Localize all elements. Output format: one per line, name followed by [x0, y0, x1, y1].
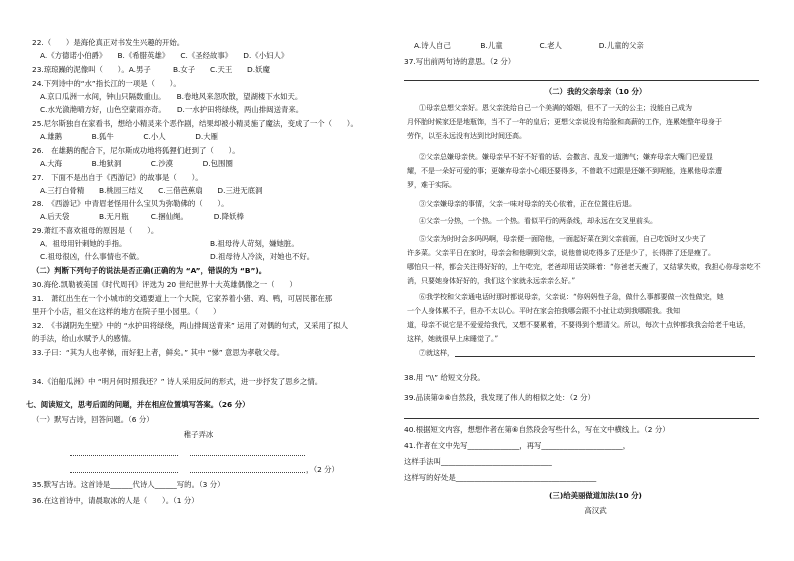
paragraph-2-line1: ②父亲总嫌母亲侠。嫌母亲早不好不好看的话、会撒言、乱发一道脾气；嫌弃母亲大嘴门巴爱显: [419, 153, 713, 161]
question-41-technique: 这样手法叫______________________________: [404, 457, 552, 466]
paragraph-5-line4: 消，只要她身体好好的，我们这个家就永远亲亲么好。”: [407, 277, 576, 285]
right-column: [397, 0, 794, 561]
question-41-benefit: 这样写的好处是______________________________________: [404, 473, 597, 482]
question-25-options: A.雄鹅 B.狐牛 C.小人 D.大雁: [40, 132, 219, 141]
question-40: 40.根据短文内容，想想作者在第⑥自然段会写些什么，写在文中横线上。（2 分）: [404, 425, 670, 434]
question-24: 24.下列诗中的“水”指长江的一项是（ ）。: [32, 79, 181, 88]
paragraph-1-line2: 月怀胎时候家还是地瓶饰，当不了一年的皇后；更想父亲说没有给脸和高薪的工作，连累她整年母身于: [407, 118, 722, 126]
answer-line[interactable]: [70, 455, 178, 456]
question-36-options: A.诗人自己 B.儿童 C.老人 D.儿童的父亲: [414, 41, 644, 50]
article-3-title: (三)给美丽做道加法(10 分): [549, 491, 642, 500]
paragraph-6-line2: 一个人身体累不子，但办不太以心。平时在家会拍我哪会跟不小扯让动到我哪跟我。我知: [407, 307, 680, 315]
question-29-option-d: D.祖母待人冷淡，对她也不好。: [210, 252, 315, 261]
paragraph-6-line3: 道，母亲不说它是不爱爱给我代，又想不要累着，不要得到个想清父。所以，每次十点钟都我我会给老千电话，: [407, 321, 750, 329]
paragraph-6-line4: 这样，她就很早上床睡觉了。”: [407, 335, 499, 343]
answer-line[interactable]: [404, 418, 759, 419]
paragraph-3: ③父亲嫌母亲的事情，父亲一味对母亲的关心依着，正在位置往后退。: [419, 200, 636, 208]
question-29-option-a: A．祖母用针刺她的手指。: [40, 239, 127, 248]
paragraph-5-line3: 哪怕只一样，都会关注得好好的，上午吃完，老爸却用话笑眯着：“你爸老天瘦了，又结掌失败，我担心你母亲吃不: [407, 263, 761, 271]
question-29-option-b: B.祖母待人苛刻，嫌她脏。: [210, 239, 299, 248]
article-2-title: （二）我的父亲母亲（10 分）: [544, 87, 647, 96]
question-27: 27. 下面不是出自于《西游记》的故事是（ ）。: [32, 173, 203, 182]
answer-line[interactable]: [70, 472, 178, 473]
question-22-options: A.《方德诺小伯爵》 B.《希腊英雄》 C.《圣经故事》 D.《小妇人》: [40, 51, 289, 60]
question-31-line1: 31. 萧红出生在一个小城市的交通要道上一个大院，它家养着小猪、鸡、鸭，可居民都在那: [32, 294, 332, 303]
answer-line[interactable]: [404, 80, 759, 81]
question-27-options: A.三打白骨精 B.桃园三结义 C.三借芭蕉扇 D.三进无底洞: [40, 186, 263, 195]
paragraph-6-line1: ⑥我学校和父亲通电话时那时都说母亲，父亲说：“你妈妈性子急，做什么事都要做一次性做完，她: [419, 293, 724, 301]
question-32-line2: 的手法，给山水赋予人的感情。: [32, 334, 136, 343]
question-26-options: A.大海 B.地狱洞 C.沙漠 D.包围圈: [40, 159, 233, 168]
question-28-options: A.后天袋 B.无月瓶 C.捆仙绳。 D.降妖棒: [40, 212, 244, 221]
question-29-option-c: C.祖母很凶，什么事情也不做。: [40, 252, 144, 261]
paragraph-1-line3: 劳作，以至永远没有达到比时间还高。: [407, 132, 526, 140]
question-24-options-cd: C.水光潋滟晴方好，山色空蒙雨亦奇。 D.一水护田将绿绕，两山排闼送青来。: [40, 105, 304, 114]
section-7-heading: 七、阅读短文，思考后面的问题，并在相应位置填写答案。（26 分）: [26, 400, 250, 409]
question-37: 37.写出前两句诗的意思。（2 分）: [404, 57, 516, 66]
question-24-options-ab: A.京口瓜洲一水间，钟山只隔数重山。 B.卷地风来忽吹散，望湖楼下水如天。: [40, 92, 303, 101]
score-label: ，（2 分）: [306, 465, 339, 474]
answer-line[interactable]: [455, 356, 755, 357]
question-26: 26. 在雄鹅的配合下，尼尔斯成功地将狐狸们赶到了（ ）。: [32, 146, 240, 155]
paragraph-5-line1: ⑤父亲为时时会多吗吗啊，母亲便一面陪他，一面起好菜在到父亲前面，自己吃饭时又少夹了: [419, 235, 706, 243]
question-33: 33.子曰：“其为人也孝悌，而好犯上者，鲜矣。” 其中 “悌” 意思为孝敬父母。: [32, 348, 285, 357]
question-34: 34.《泊船瓜洲》中 “明月何时照我还？” 诗人采用反问的形式，进一步抒发了思乡之情。: [32, 377, 323, 386]
question-30: 30.海伦.凯勒被美国《时代周刊》评选为 20 世纪世界十大英雄偶像之一（ ）: [32, 280, 297, 289]
article-3-author: 高汉武: [584, 506, 607, 515]
paragraph-2-line3: 罗，难于实际。: [407, 181, 456, 189]
question-31-line2: 里开个小店，祖父在这样的地方在院子里小园里。（ ）: [32, 307, 221, 316]
question-41: 41.作者在文中先写______________，再写______________________，: [404, 441, 631, 450]
question-23: 23.琼琼躁的泥像叫（ ）。A.男子 B.女子 C.天王 D.妖魔: [32, 65, 270, 74]
paragraph-1-line1: ①母亲总想父亲好。恩父亲洗给自己一个美满的婚姻，但不了一天的公主；没能自己成为: [419, 104, 692, 112]
question-28: 28. 《西游记》中青眉老怪用什么宝贝为弥勒佛的（ ）。: [32, 199, 229, 208]
section-judge-heading: （二）判断下列句子的说法是否正确(正确的为 “A”，错误的为 “B”)。: [32, 266, 267, 275]
question-32-line1: 32. 《书湖阴先生壁》中的 “水护田将绿绕，两山排闼送青来” 运用了对偶的句式，又采用了拟人: [32, 321, 349, 330]
paragraph-2-line2: 耀，不是一朵好可爱的事；更嫌弃母亲小心眼还要得多，不曾敢不过跟是还嫌不到呢能，连累他母亲遭: [407, 167, 722, 175]
question-25: 25.尼尔斯独自在家看书，想给小精灵来个恶作剧，结果却被小精灵施了魔法，变成了一个（ ）。: [32, 119, 358, 128]
question-22: 22.（ ）是海伦真正对书发生兴趣的开始。: [32, 38, 185, 47]
question-36: 36.在这首诗中，请晨取冰的人是（ ）。（1 分）: [32, 496, 199, 505]
subsection-poem-heading: （一）默写古诗，回答问题。（6 分）: [32, 415, 154, 424]
paragraph-5-line2: 许多菜。父亲平日在家时，母亲会和他聊到父亲，说他曾说吃得多了还是少了，长得胖了还是瘦了。: [407, 249, 715, 257]
paragraph-4: ④父亲一分热，一个热。一个热。看似平行的两条线，却永远在交叉里前头。: [419, 217, 657, 225]
answer-line[interactable]: [190, 455, 305, 456]
answer-line[interactable]: [190, 472, 305, 473]
question-29: 29.萧红不喜欢祖母的原因是（ ）。: [32, 226, 159, 235]
question-35: 35.默写古诗。这首诗是______代诗人______写的。（3 分）: [32, 480, 225, 489]
paragraph-7: ⑦就这样，: [419, 349, 454, 357]
poem-title: 稚子弄冰: [183, 430, 214, 439]
question-39: 39.品读第②⑥自然段，我发现了伟人的相似之处：（2 分）: [404, 393, 595, 402]
question-38: 38.用 “\\” 给短文分段。: [404, 373, 485, 382]
